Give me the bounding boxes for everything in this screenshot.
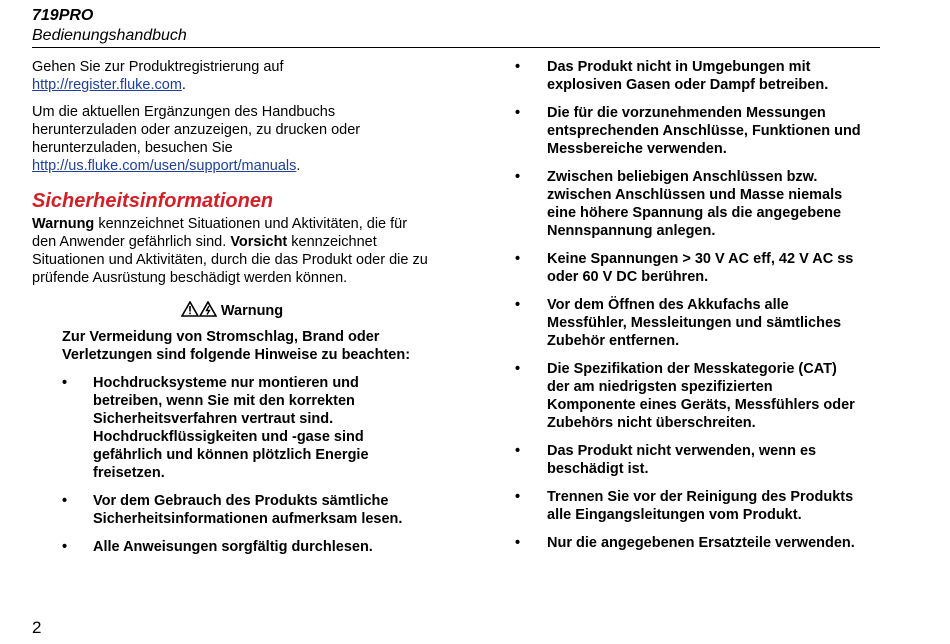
- list-item-text: Das Produkt nicht verwenden, wenn es beschädigt ist.: [547, 443, 817, 477]
- list-item: [512, 104, 862, 158]
- bullet-icon: •: [515, 443, 521, 459]
- list-item: [512, 250, 862, 286]
- list-item-text: Die für die vorzunehmenden Messungen entsprechenden Anschlüsse, Funktionen und Messbereiche verwenden.: [547, 105, 861, 157]
- right-column: [512, 58, 862, 562]
- registration-text: Gehen Sie zur Produktregistrierung auf: [32, 59, 284, 75]
- manuals-period: .: [296, 158, 301, 174]
- bullet-icon: •: [62, 539, 68, 555]
- warning-heading: [32, 301, 432, 322]
- manuals-text: Um die aktuellen Ergänzungen des Handbuchs herunterzuladen oder anzuzeigen, zu drucken oder herunterzuladen, besuchen Sie: [32, 104, 361, 156]
- model-name: 719PRO: [32, 7, 94, 24]
- manuals-paragraph: [32, 103, 432, 175]
- registration-period: .: [181, 77, 186, 93]
- left-warning-list: [32, 374, 432, 556]
- page-header: [32, 6, 880, 46]
- bullet-icon: •: [515, 169, 521, 185]
- list-item: [32, 374, 432, 482]
- list-item: [512, 58, 862, 94]
- list-item-text: Vor dem Gebrauch des Produkts sämtliche Sicherheitsinformationen aufmerksam lesen.: [93, 493, 403, 527]
- list-item-text: Vor dem Öffnen des Akkufachs alle Messfühler, Messleitungen und sämtliches Zubehör entfernen.: [547, 297, 842, 349]
- header-divider: [32, 47, 880, 48]
- right-warning-list: [512, 58, 862, 552]
- bullet-icon: •: [515, 535, 521, 551]
- shock-hazard-icon: [199, 301, 217, 322]
- bullet-icon: •: [515, 251, 521, 267]
- bullet-icon: •: [515, 59, 521, 75]
- list-item: [512, 360, 862, 432]
- warnung-description: kennzeichnet Situationen und Aktivitäten, die für den Anwender gefährlich sind.: [32, 216, 408, 250]
- list-item: [32, 492, 432, 528]
- list-item: [512, 442, 862, 478]
- warning-heading-label: Warnung: [220, 303, 284, 319]
- bullet-icon: •: [515, 297, 521, 313]
- page-number: 2: [32, 618, 42, 637]
- list-item-text: Zwischen beliebigen Anschlüssen bzw. zwischen Anschlüssen und Masse niemals eine höhere Spannung als die angegebene Nennspannung anlegen.: [547, 169, 843, 239]
- bullet-icon: •: [515, 361, 521, 377]
- registration-paragraph: [32, 58, 432, 94]
- vorsicht-description: kennzeichnet Situationen und Aktivitäten, durch die das Produkt oder die zu prüfende Ausrüstung beschädigt werden können.: [32, 234, 428, 286]
- warnung-term: Warnung: [32, 216, 95, 232]
- list-item-text: Nur die angegebenen Ersatzteile verwenden.: [547, 535, 855, 551]
- bullet-icon: •: [62, 375, 68, 391]
- list-item-text: Hochdrucksysteme nur montieren und betreiben, wenn Sie mit den korrekten Sicherheitsverfahren vertraut sind. Hochdruckflüssigkeiten und -gase sind gefährlich und können plötzlich Energie freisetzen.: [93, 375, 369, 481]
- left-column: [32, 58, 432, 566]
- manuals-link[interactable]: http://us.fluke.com/usen/support/manuals: [32, 158, 297, 174]
- registration-link[interactable]: http://register.fluke.com: [32, 77, 182, 93]
- list-item-text: Das Produkt nicht in Umgebungen mit explosiven Gasen oder Dampf betreiben.: [547, 59, 829, 93]
- list-item: [512, 488, 862, 524]
- section-title: Sicherheitsinformationen: [32, 190, 274, 212]
- bullet-icon: •: [515, 489, 521, 505]
- list-item-text: Die Spezifikation der Messkategorie (CAT) der am niedrigsten spezifizierten Komponente eines Geräts, Messfühlers oder Zubehörs nicht überschreiten.: [547, 361, 855, 431]
- safety-intro-paragraph: [32, 215, 432, 287]
- list-item-text: Trennen Sie vor der Reinigung des Produkts alle Eingangsleitungen vom Produkt.: [547, 489, 854, 523]
- list-item: [32, 538, 432, 556]
- warning-triangle-icon: [181, 301, 199, 322]
- list-item-text: Alle Anweisungen sorgfältig durchlesen.: [93, 539, 373, 555]
- list-item: [512, 168, 862, 240]
- list-item-text: Keine Spannungen > 30 V AC eff, 42 V AC ss oder 60 V DC berühren.: [547, 251, 854, 285]
- manual-title: Bedienungshandbuch: [32, 27, 187, 44]
- vorsicht-term: Vorsicht: [230, 234, 288, 250]
- list-item: [512, 296, 862, 350]
- bullet-icon: •: [62, 493, 68, 509]
- warning-intro: Zur Vermeidung von Stromschlag, Brand oder Verletzungen sind folgende Hinweise zu beachten:: [62, 329, 411, 363]
- list-item: [512, 534, 862, 552]
- bullet-icon: •: [515, 105, 521, 121]
